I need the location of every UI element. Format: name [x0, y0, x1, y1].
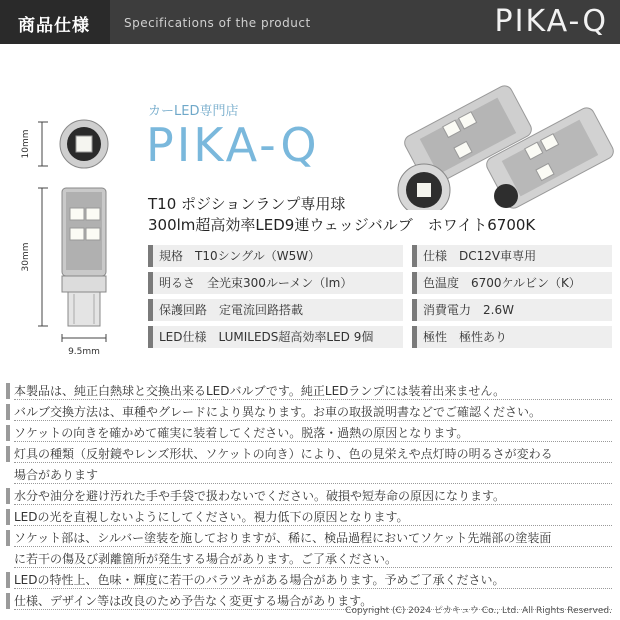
height-label: 10mm [21, 129, 31, 159]
note-item: 水分や油分を避け汚れた手や手袋で扱わないでください。破損や短寿命の原因になります。 [6, 486, 612, 506]
spec-row [148, 272, 403, 294]
spec-text: 明るさ 全光束300ルーメン（lm） [159, 276, 353, 290]
note-item-continued: に若干の傷及び剥離箇所が発生する場合があります。ご了承ください。 [6, 549, 612, 569]
spec-row [412, 272, 612, 294]
spec-text: 極性 極性あり [423, 330, 508, 344]
header-brand: PIKA-Q [494, 4, 608, 39]
shop-label: カーLED専門店 [148, 104, 239, 119]
width-label: 9.5mm [68, 347, 100, 357]
pika-q-logo: PIKA-Q [146, 118, 320, 172]
note-item: ソケットの向きを確かめて確実に装着してください。脱落・過熱の原因となります。 [6, 423, 612, 443]
product-title-line2: 300lm超高効率LED9連ウェッジバルブ ホワイト6700K [148, 216, 536, 234]
spec-row [148, 326, 403, 348]
header-title: 商品仕様 [18, 16, 90, 36]
spec-row [148, 299, 403, 321]
product-photo [390, 60, 620, 210]
spec-row [412, 245, 612, 267]
note-item: LEDの特性上、色味・輝度に若干のバラツキがある場合があります。予めご了承ください。 [6, 570, 612, 590]
note-item: 本製品は、純正白熱球と交換出来るLEDバルブです。純正LEDランプには装着出来ません。 [6, 381, 612, 401]
bulb-dimension-diagram [14, 110, 134, 370]
copyright: Copyright (C) 2024 ピカキュウ Co., Ltd. All Rights Reserved. [345, 606, 612, 616]
note-item: 灯具の種類（反射鏡やレンズ形状、ソケットの向き）により、色の見栄えや点灯時の明るさが変わる [6, 444, 612, 464]
spec-row [412, 299, 612, 321]
spec-text: LED仕様 LUMILEDS超高効率LED 9個 [159, 330, 374, 344]
spec-text: 消費電力 2.6W [423, 303, 514, 317]
page-header [0, 0, 620, 44]
product-title-line1: T10 ポジションランプ専用球 [148, 195, 346, 213]
spec-row [412, 326, 612, 348]
bulb-side-view [62, 188, 106, 326]
note-item: LEDの光を直視しないようにしてください。視力低下の原因となります。 [6, 507, 612, 527]
spec-text: 保護回路 定電流回路搭載 [159, 303, 304, 317]
note-item: ソケット部は、シルバー塗装を施しておりますが、稀に、検品過程においてソケット先端部の塗装面 [6, 528, 612, 548]
note-item: 仕様、デザイン等は改良のため予告なく変更する場合があります。 [6, 591, 612, 611]
spec-text: 色温度 6700ケルビン（K） [423, 276, 581, 290]
note-item-continued: 場合があります [6, 465, 612, 485]
spec-row [148, 245, 403, 267]
spec-text: 規格 T10シングル（W5W） [159, 249, 321, 263]
header-subtitle: Specifications of the product [124, 16, 311, 30]
note-item: バルブ交換方法は、車種やグレードにより異なります。お車の取扱説明書などでご確認ください。 [6, 402, 612, 422]
spec-text: 仕様 DC12V車専用 [423, 249, 537, 263]
length-label: 30mm [21, 242, 31, 272]
